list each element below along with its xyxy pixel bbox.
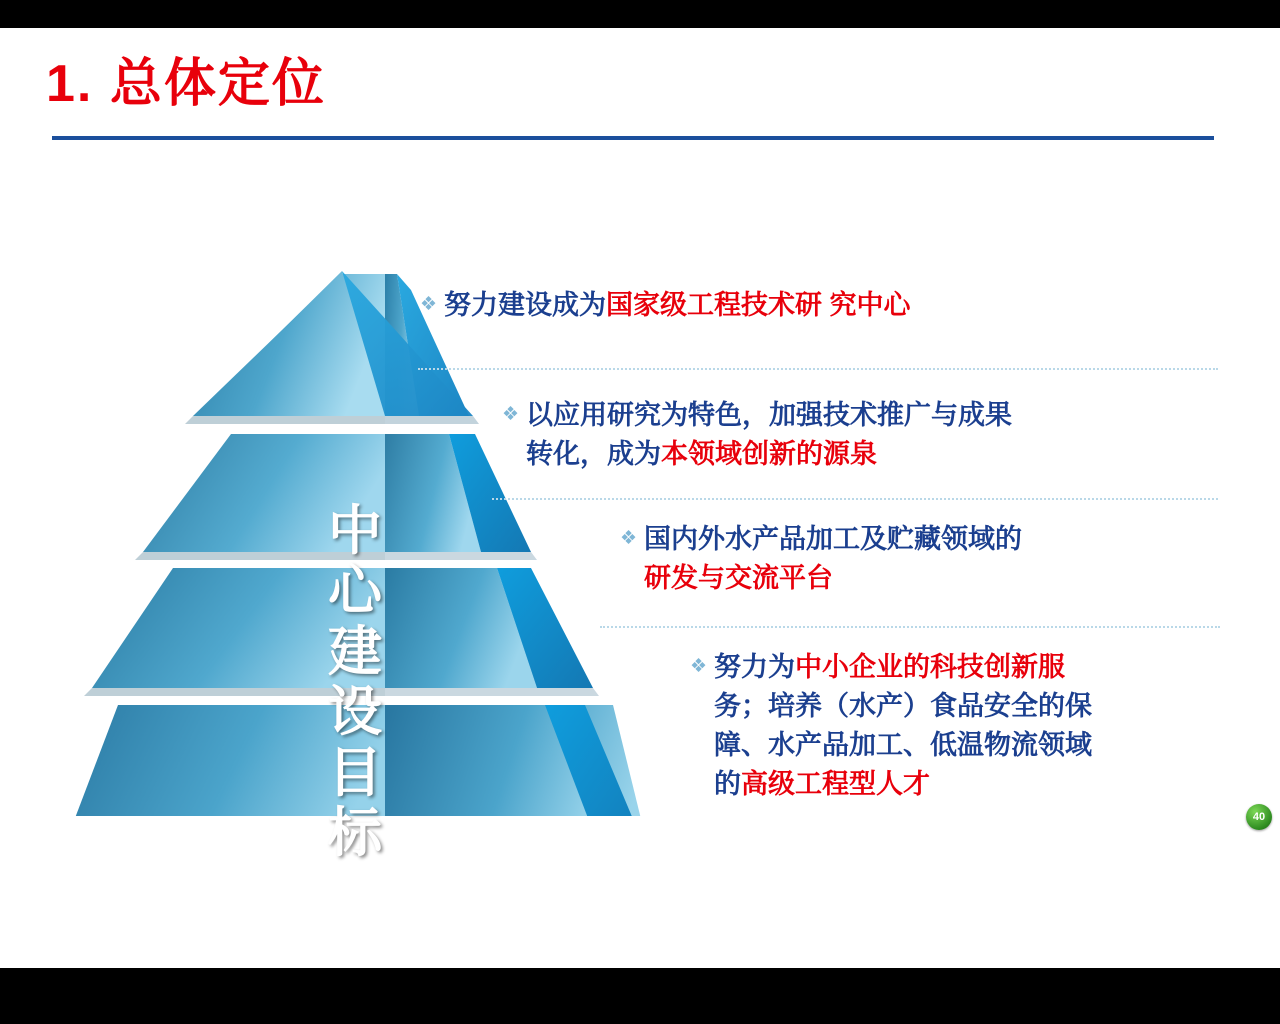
bullet-4-seg-3: 障、水产品加工、低温物流领域 (714, 730, 1093, 761)
pyramid-label-char-0: 中 (328, 501, 382, 561)
bullet-2-seg-0: 以应用研究为特色，加强技术推广与成果 (526, 400, 1013, 430)
pyramid-center-label (300, 501, 410, 864)
bullet-text-1 (444, 286, 911, 325)
diamond-bullet-icon: ❖ (620, 528, 638, 549)
diamond-bullet-icon: ❖ (420, 294, 438, 315)
bullet-text-3 (644, 520, 1022, 598)
bullet-item-3 (620, 520, 1240, 598)
pyramid-label-char-4: 目 (328, 742, 382, 803)
page-number-badge: 40 (1246, 804, 1272, 830)
title-divider (52, 136, 1214, 140)
pyramid-label-char-2: 建 (328, 621, 382, 682)
diamond-bullet-icon: ❖ (502, 404, 520, 425)
bullet-2-seg-1: 转化，成为 (526, 439, 662, 470)
bullet-1-seg-1: 国家级工程技术研 究中心 (606, 290, 911, 320)
bullet-4-seg-2: 务；培养（水产）食品安全的保 (714, 691, 1093, 722)
bullet-divider-3 (600, 626, 1220, 628)
pyramid-label-char-3: 设 (328, 682, 382, 743)
bullet-4-seg-1: 中小企业的科技创新服 (795, 652, 1066, 682)
bullet-item-2 (502, 396, 1202, 474)
pyramid-label-char-1: 心 (328, 561, 382, 622)
bullet-item-4 (690, 648, 1250, 805)
diamond-bullet-icon: ❖ (690, 656, 708, 677)
page-title: 1. 总体定位 (46, 55, 326, 113)
bullet-1-seg-0: 努力建设成为 (444, 290, 607, 320)
bullet-4-seg-4: 的 (714, 769, 742, 800)
bullet-4-seg-0: 努力为 (714, 652, 796, 682)
bullet-divider-1 (418, 368, 1218, 370)
bullet-item-1 (420, 286, 1120, 325)
bullet-text-2 (526, 396, 1012, 474)
bullet-2-seg-2: 本领域创新的源泉 (661, 439, 878, 470)
pyramid-label-char-5: 标 (328, 803, 382, 864)
bullet-3-seg-0: 国内外水产品加工及贮藏领域的 (644, 524, 1023, 554)
bullet-4-seg-5: 高级工程型人才 (741, 769, 931, 800)
bullet-3-seg-1: 研发与交流平台 (644, 563, 834, 594)
slide-canvas (0, 28, 1280, 968)
bullet-divider-2 (492, 498, 1218, 500)
bullet-text-4 (714, 648, 1092, 805)
